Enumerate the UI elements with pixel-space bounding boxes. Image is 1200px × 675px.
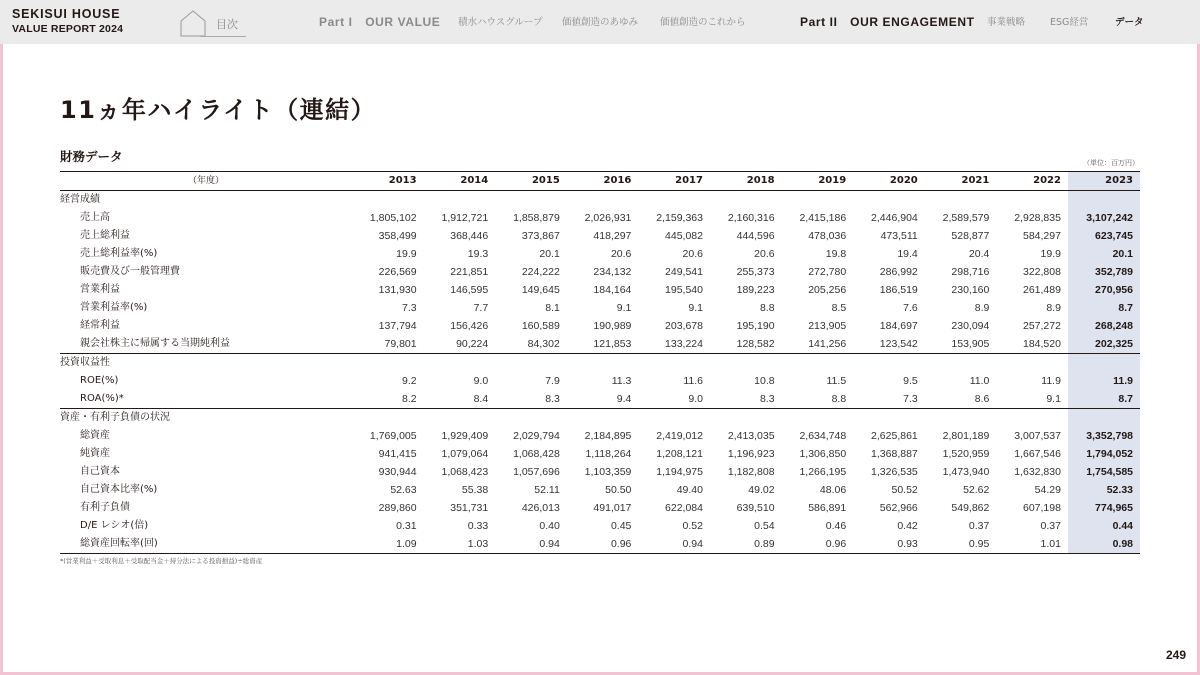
- latest-year-cell: 11.9: [1068, 372, 1140, 390]
- value-cell: 584,297: [1022, 230, 1061, 242]
- year-header: 2019: [782, 172, 854, 191]
- value-cell: 1,118,264: [585, 448, 632, 460]
- value-cell: 153,905: [925, 335, 997, 354]
- year-header: 2022: [996, 172, 1068, 191]
- table-row: [60, 390, 1140, 409]
- value-cell: 156,426: [450, 320, 489, 332]
- latest-year-cell: 1,754,585: [1068, 463, 1140, 481]
- value-cell: 0.45: [610, 520, 632, 532]
- value-cell: 1,182,808: [727, 466, 775, 478]
- latest-year-cell: 8.7: [1068, 390, 1140, 409]
- table-row: [60, 335, 1140, 354]
- value-cell: 1,103,359: [584, 466, 632, 478]
- value-cell: 2,159,363: [656, 212, 703, 224]
- table-of-contents-link[interactable]: [180, 9, 246, 37]
- value-cell: 131,930: [378, 284, 417, 296]
- row-label: 総資産: [80, 430, 110, 441]
- value-cell: 2,026,931: [584, 212, 632, 224]
- value-cell: 586,891: [808, 502, 847, 514]
- value-cell: 0.40: [539, 520, 560, 532]
- row-label: 売上総利益率(%): [80, 248, 158, 259]
- value-cell: 49.02: [748, 484, 775, 496]
- value-cell: 1,769,005: [369, 430, 417, 442]
- latest-year-cell: 268,248: [1068, 317, 1140, 335]
- value-cell: 1,266,195: [799, 466, 847, 478]
- footnote: *(営業利益＋受取利息＋受取配当金＋持分法による投資損益)÷総資産: [60, 557, 263, 565]
- value-cell: 19.3: [467, 248, 489, 260]
- value-cell: 1,368,887: [871, 448, 918, 460]
- section-title: 財務データ: [60, 149, 123, 164]
- table-of-contents-label: 目次: [216, 18, 238, 31]
- year-header: 2013: [352, 172, 424, 191]
- value-cell: 1,306,850: [799, 448, 847, 460]
- value-cell: 1,632,830: [1014, 466, 1061, 478]
- value-cell: 1,194,975: [656, 466, 703, 478]
- value-cell: 52.11: [534, 484, 560, 496]
- value-cell: 368,446: [450, 230, 489, 242]
- nav-item-strategy[interactable]: 事業戦略: [987, 17, 1026, 28]
- row-label: 営業利益率(%): [80, 302, 148, 313]
- value-cell: 195,540: [665, 284, 703, 296]
- table-row: [60, 263, 1140, 281]
- empty-cell: [567, 354, 639, 373]
- value-cell: 0.52: [682, 520, 703, 532]
- value-cell: 141,256: [782, 335, 854, 354]
- value-cell: 7.6: [903, 302, 918, 314]
- value-cell: 84,302: [495, 335, 567, 354]
- value-cell: 9.0: [638, 390, 710, 409]
- value-cell: 1,068,428: [513, 448, 560, 460]
- value-cell: 230,160: [951, 284, 990, 296]
- row-label: 純資産: [80, 448, 110, 459]
- value-cell: 0.33: [467, 520, 489, 532]
- row-label: 営業利益: [80, 284, 120, 295]
- nav-item-future[interactable]: 価値創造のこれから: [660, 17, 746, 28]
- value-cell: 11.3: [611, 375, 632, 387]
- value-cell: 298,716: [951, 266, 990, 278]
- empty-cell: [782, 191, 854, 210]
- value-cell: 8.9: [974, 302, 990, 314]
- row-label: 経常利益: [80, 320, 120, 331]
- table-row: [60, 372, 1140, 390]
- value-cell: 20.6: [682, 248, 703, 260]
- report-name: VALUE REPORT 2024: [12, 23, 124, 35]
- value-cell: 1,805,102: [369, 212, 417, 224]
- divider: [200, 36, 246, 37]
- page-title: 11ヵ年ハイライト（連結）: [60, 96, 377, 124]
- value-cell: 562,966: [879, 502, 918, 514]
- value-cell: 184,697: [879, 320, 918, 332]
- row-label: 自己資本: [80, 466, 120, 477]
- year-header: 2015: [495, 172, 567, 191]
- value-cell: 205,256: [808, 284, 847, 296]
- value-cell: 549,862: [951, 502, 990, 514]
- table-row: [60, 481, 1140, 499]
- empty-cell: [495, 409, 567, 428]
- value-cell: 2,928,835: [1014, 212, 1061, 224]
- unit-note: （単位：百万円）: [1083, 159, 1139, 167]
- value-cell: 123,542: [853, 335, 925, 354]
- value-cell: 19.9: [1040, 248, 1061, 260]
- nav-item-esg[interactable]: ESG経営: [1050, 17, 1089, 28]
- value-cell: 234,132: [593, 266, 632, 278]
- table-row: [60, 209, 1140, 227]
- nav-item-data[interactable]: データ: [1115, 17, 1144, 28]
- value-cell: 7.9: [545, 375, 560, 387]
- value-cell: 322,808: [1022, 266, 1061, 278]
- value-cell: 941,415: [378, 448, 417, 460]
- empty-cell: [495, 191, 567, 210]
- empty-cell: [853, 354, 925, 373]
- value-cell: 0.89: [710, 535, 782, 554]
- value-cell: 160,589: [521, 320, 560, 332]
- value-cell: 8.2: [352, 390, 424, 409]
- year-header: 2021: [925, 172, 997, 191]
- value-cell: 445,082: [665, 230, 703, 242]
- table-row: [60, 299, 1140, 317]
- value-cell: 1,196,923: [727, 448, 775, 460]
- value-cell: 426,013: [521, 502, 560, 514]
- value-cell: 11.6: [683, 375, 703, 387]
- latest-year-cell: 3,107,242: [1068, 209, 1140, 227]
- table-row: [60, 499, 1140, 517]
- row-label: 有利子負債: [80, 502, 130, 513]
- value-cell: 9.1: [996, 390, 1068, 409]
- value-cell: 20.4: [968, 248, 990, 260]
- value-cell: 54.29: [1034, 484, 1061, 496]
- value-cell: 418,297: [593, 230, 632, 242]
- table-header-row: [60, 172, 1140, 191]
- value-cell: 230,094: [951, 320, 990, 332]
- value-cell: 79,801: [352, 335, 424, 354]
- value-cell: 2,413,035: [727, 430, 775, 442]
- latest-year-cell: 270,956: [1068, 281, 1140, 299]
- value-cell: 2,160,316: [727, 212, 775, 224]
- row-label: 売上総利益: [80, 230, 130, 241]
- latest-year-cell: 1,794,052: [1068, 445, 1140, 463]
- value-cell: 0.37: [1040, 520, 1061, 532]
- value-cell: 10.8: [754, 375, 775, 387]
- empty-cell: [352, 191, 424, 210]
- empty-cell: [1068, 409, 1140, 428]
- value-cell: 622,084: [665, 502, 703, 514]
- row-label: 売上高: [80, 212, 110, 223]
- value-cell: 1,068,423: [441, 466, 489, 478]
- table-row: [60, 445, 1140, 463]
- value-cell: 9.4: [567, 390, 639, 409]
- value-cell: 184,164: [593, 284, 632, 296]
- value-cell: 0.31: [396, 520, 417, 532]
- value-cell: 1.03: [424, 535, 496, 554]
- value-cell: 190,989: [593, 320, 632, 332]
- value-cell: 0.96: [567, 535, 639, 554]
- nav-part-2[interactable]: Part II OUR ENGAGEMENT: [800, 15, 975, 29]
- empty-cell: [710, 354, 782, 373]
- value-cell: 0.95: [925, 535, 997, 554]
- empty-cell: [996, 354, 1068, 373]
- value-cell: 0.46: [825, 520, 847, 532]
- value-cell: 1.01: [996, 535, 1068, 554]
- value-cell: 639,510: [736, 502, 775, 514]
- brand-name: SEKISUI HOUSE: [12, 7, 121, 21]
- empty-cell: [853, 409, 925, 428]
- nav-item-history[interactable]: 価値創造のあゆみ: [562, 17, 639, 28]
- empty-cell: [424, 191, 496, 210]
- table-row: [60, 227, 1140, 245]
- value-cell: 1,912,721: [441, 212, 489, 224]
- value-cell: 184,520: [996, 335, 1068, 354]
- table-row: [60, 463, 1140, 481]
- row-label: 販売費及び一般管理費: [80, 266, 180, 277]
- latest-year-cell: 8.7: [1068, 299, 1140, 317]
- latest-year-cell: 623,745: [1068, 227, 1140, 245]
- empty-cell: [567, 191, 639, 210]
- latest-year-cell: 20.1: [1068, 245, 1140, 263]
- value-cell: 149,645: [521, 284, 560, 296]
- empty-cell: [853, 191, 925, 210]
- value-cell: 11.9: [1041, 375, 1061, 387]
- empty-cell: [424, 409, 496, 428]
- table-row: [60, 535, 1140, 554]
- value-cell: 0.37: [968, 520, 990, 532]
- empty-cell: [638, 191, 710, 210]
- value-cell: 9.0: [473, 375, 489, 387]
- empty-cell: [925, 191, 997, 210]
- empty-cell: [567, 409, 639, 428]
- value-cell: 226,569: [378, 266, 417, 278]
- value-cell: 20.1: [539, 248, 560, 260]
- value-cell: 1,208,121: [656, 448, 703, 460]
- table-row: [60, 517, 1140, 535]
- empty-cell: [782, 409, 854, 428]
- value-cell: 146,595: [450, 284, 489, 296]
- value-cell: 351,731: [450, 502, 489, 514]
- value-cell: 121,853: [567, 335, 639, 354]
- value-cell: 0.94: [638, 535, 710, 554]
- value-cell: 478,036: [808, 230, 847, 242]
- value-cell: 7.7: [473, 302, 489, 314]
- top-navigation-bar: [0, 0, 1200, 44]
- value-cell: 1,929,409: [441, 430, 489, 442]
- value-cell: 2,446,904: [871, 212, 918, 224]
- empty-cell: [710, 191, 782, 210]
- value-cell: 257,272: [1022, 320, 1061, 332]
- value-cell: 128,582: [710, 335, 782, 354]
- value-cell: 186,519: [879, 284, 918, 296]
- value-cell: 0.42: [897, 520, 918, 532]
- row-label: 自己資本比率(%): [80, 484, 158, 495]
- value-cell: 491,017: [593, 502, 632, 514]
- value-cell: 1,079,064: [441, 448, 489, 460]
- value-cell: 49.40: [676, 484, 703, 496]
- value-cell: 2,634,748: [799, 430, 847, 442]
- year-header: 2017: [638, 172, 710, 191]
- group-header-row: [60, 409, 1140, 428]
- year-header: 2016: [567, 172, 639, 191]
- value-cell: 8.9: [1046, 302, 1061, 314]
- year-header: 2023: [1068, 172, 1140, 191]
- value-cell: 528,877: [951, 230, 990, 242]
- value-cell: 607,198: [1022, 502, 1061, 514]
- empty-cell: [424, 354, 496, 373]
- table-row: [60, 317, 1140, 335]
- value-cell: 0.96: [782, 535, 854, 554]
- value-cell: 7.3: [402, 302, 417, 314]
- value-cell: 930,944: [378, 466, 417, 478]
- value-cell: 195,190: [736, 320, 775, 332]
- value-cell: 9.1: [688, 302, 703, 314]
- row-label: 親会社株主に帰属する当期純利益: [60, 335, 352, 354]
- latest-year-cell: 3,352,798: [1068, 427, 1140, 445]
- value-cell: 8.5: [831, 302, 847, 314]
- value-cell: 9.2: [402, 375, 417, 387]
- year-header: 2020: [853, 172, 925, 191]
- value-cell: 1,057,696: [513, 466, 560, 478]
- value-cell: 261,489: [1022, 284, 1061, 296]
- financial-data-table: [60, 171, 1140, 554]
- latest-year-cell: 774,965: [1068, 499, 1140, 517]
- empty-cell: [996, 191, 1068, 210]
- empty-cell: [1068, 191, 1140, 210]
- value-cell: 1,473,940: [942, 466, 990, 478]
- value-cell: 1.09: [352, 535, 424, 554]
- value-cell: 2,589,579: [942, 212, 990, 224]
- value-cell: 20.6: [610, 248, 632, 260]
- value-cell: 8.8: [782, 390, 854, 409]
- year-header: 2018: [710, 172, 782, 191]
- value-cell: 255,373: [736, 266, 775, 278]
- value-cell: 3,007,537: [1014, 430, 1061, 442]
- value-cell: 8.4: [424, 390, 496, 409]
- empty-cell: [352, 354, 424, 373]
- value-cell: 221,851: [450, 266, 489, 278]
- value-cell: 19.8: [825, 248, 847, 260]
- table-row: [60, 281, 1140, 299]
- value-cell: 8.3: [495, 390, 567, 409]
- value-cell: 50.52: [891, 484, 918, 496]
- value-cell: 224,222: [521, 266, 560, 278]
- value-cell: 1,520,959: [942, 448, 990, 460]
- value-cell: 8.8: [759, 302, 775, 314]
- value-cell: 289,860: [378, 502, 417, 514]
- row-label: D/E レシオ(倍): [80, 520, 149, 531]
- value-cell: 1,858,879: [513, 212, 560, 224]
- latest-year-cell: 202,325: [1068, 335, 1140, 354]
- empty-cell: [710, 409, 782, 428]
- value-cell: 0.94: [495, 535, 567, 554]
- page-number: 249: [1165, 648, 1186, 662]
- value-cell: 48.06: [819, 484, 847, 496]
- group-header-row: [60, 354, 1140, 373]
- empty-cell: [925, 409, 997, 428]
- value-cell: 11.5: [826, 375, 847, 387]
- value-cell: 90,224: [424, 335, 496, 354]
- value-cell: 52.62: [963, 484, 990, 496]
- brand-logo[interactable]: [12, 7, 123, 37]
- value-cell: 213,905: [808, 320, 847, 332]
- value-cell: 8.3: [710, 390, 782, 409]
- value-cell: 50.50: [605, 484, 632, 496]
- empty-cell: [925, 354, 997, 373]
- value-cell: 0.93: [853, 535, 925, 554]
- value-cell: 137,794: [378, 320, 417, 332]
- value-cell: 2,029,794: [513, 430, 560, 442]
- value-cell: 7.3: [853, 390, 925, 409]
- value-cell: 52.63: [390, 484, 417, 496]
- row-label: ROA(%)*: [60, 390, 352, 409]
- nav-part-1[interactable]: Part I OUR VALUE: [319, 15, 441, 29]
- group-label: 資産・有利子負債の状況: [60, 412, 170, 423]
- group-label: 投資収益性: [60, 357, 110, 368]
- latest-year-cell: 0.44: [1068, 517, 1140, 535]
- value-cell: 2,801,189: [942, 430, 990, 442]
- value-cell: 19.4: [897, 248, 918, 260]
- empty-cell: [352, 409, 424, 428]
- value-cell: 55.38: [461, 484, 489, 496]
- value-cell: 2,625,861: [871, 430, 918, 442]
- value-cell: 272,780: [808, 266, 847, 278]
- value-cell: 203,678: [665, 320, 703, 332]
- row-label: ROE(%): [80, 375, 119, 386]
- latest-year-cell: 52.33: [1068, 481, 1140, 499]
- group-label: 経営成績: [60, 194, 100, 205]
- empty-cell: [782, 354, 854, 373]
- value-cell: 444,596: [736, 230, 775, 242]
- value-cell: 2,415,186: [799, 212, 847, 224]
- row-label: 総資産回転率(回): [60, 535, 352, 554]
- page-frame-left: [0, 44, 3, 675]
- value-cell: 8.6: [925, 390, 997, 409]
- value-cell: 286,992: [879, 266, 918, 278]
- value-cell: 358,499: [378, 230, 417, 242]
- value-cell: 189,223: [736, 284, 775, 296]
- value-cell: 9.5: [903, 375, 918, 387]
- value-cell: 2,184,895: [584, 430, 632, 442]
- empty-cell: [996, 409, 1068, 428]
- home-icon: [180, 9, 206, 37]
- value-cell: 133,224: [638, 335, 710, 354]
- value-cell: 8.1: [545, 302, 560, 314]
- value-cell: 1,667,546: [1014, 448, 1061, 460]
- value-cell: 19.9: [396, 248, 417, 260]
- empty-cell: [638, 409, 710, 428]
- value-cell: 1,326,535: [871, 466, 918, 478]
- table-row: [60, 245, 1140, 263]
- latest-year-cell: 0.98: [1068, 535, 1140, 554]
- value-cell: 20.6: [754, 248, 775, 260]
- latest-year-cell: 352,789: [1068, 263, 1140, 281]
- empty-cell: [495, 354, 567, 373]
- group-header-row: [60, 191, 1140, 210]
- value-cell: 373,867: [521, 230, 560, 242]
- empty-cell: [638, 354, 710, 373]
- value-cell: 2,419,012: [656, 430, 703, 442]
- nav-item-group[interactable]: 積水ハウスグループ: [458, 17, 543, 28]
- value-cell: 9.1: [616, 302, 632, 314]
- year-header: 2014: [424, 172, 496, 191]
- table-row: [60, 427, 1140, 445]
- value-cell: 0.54: [754, 520, 775, 532]
- fiscal-year-label: （年度）: [60, 172, 352, 191]
- value-cell: 473,511: [880, 230, 918, 242]
- value-cell: 249,541: [665, 266, 703, 278]
- value-cell: 11.0: [969, 375, 990, 387]
- empty-cell: [1068, 354, 1140, 373]
